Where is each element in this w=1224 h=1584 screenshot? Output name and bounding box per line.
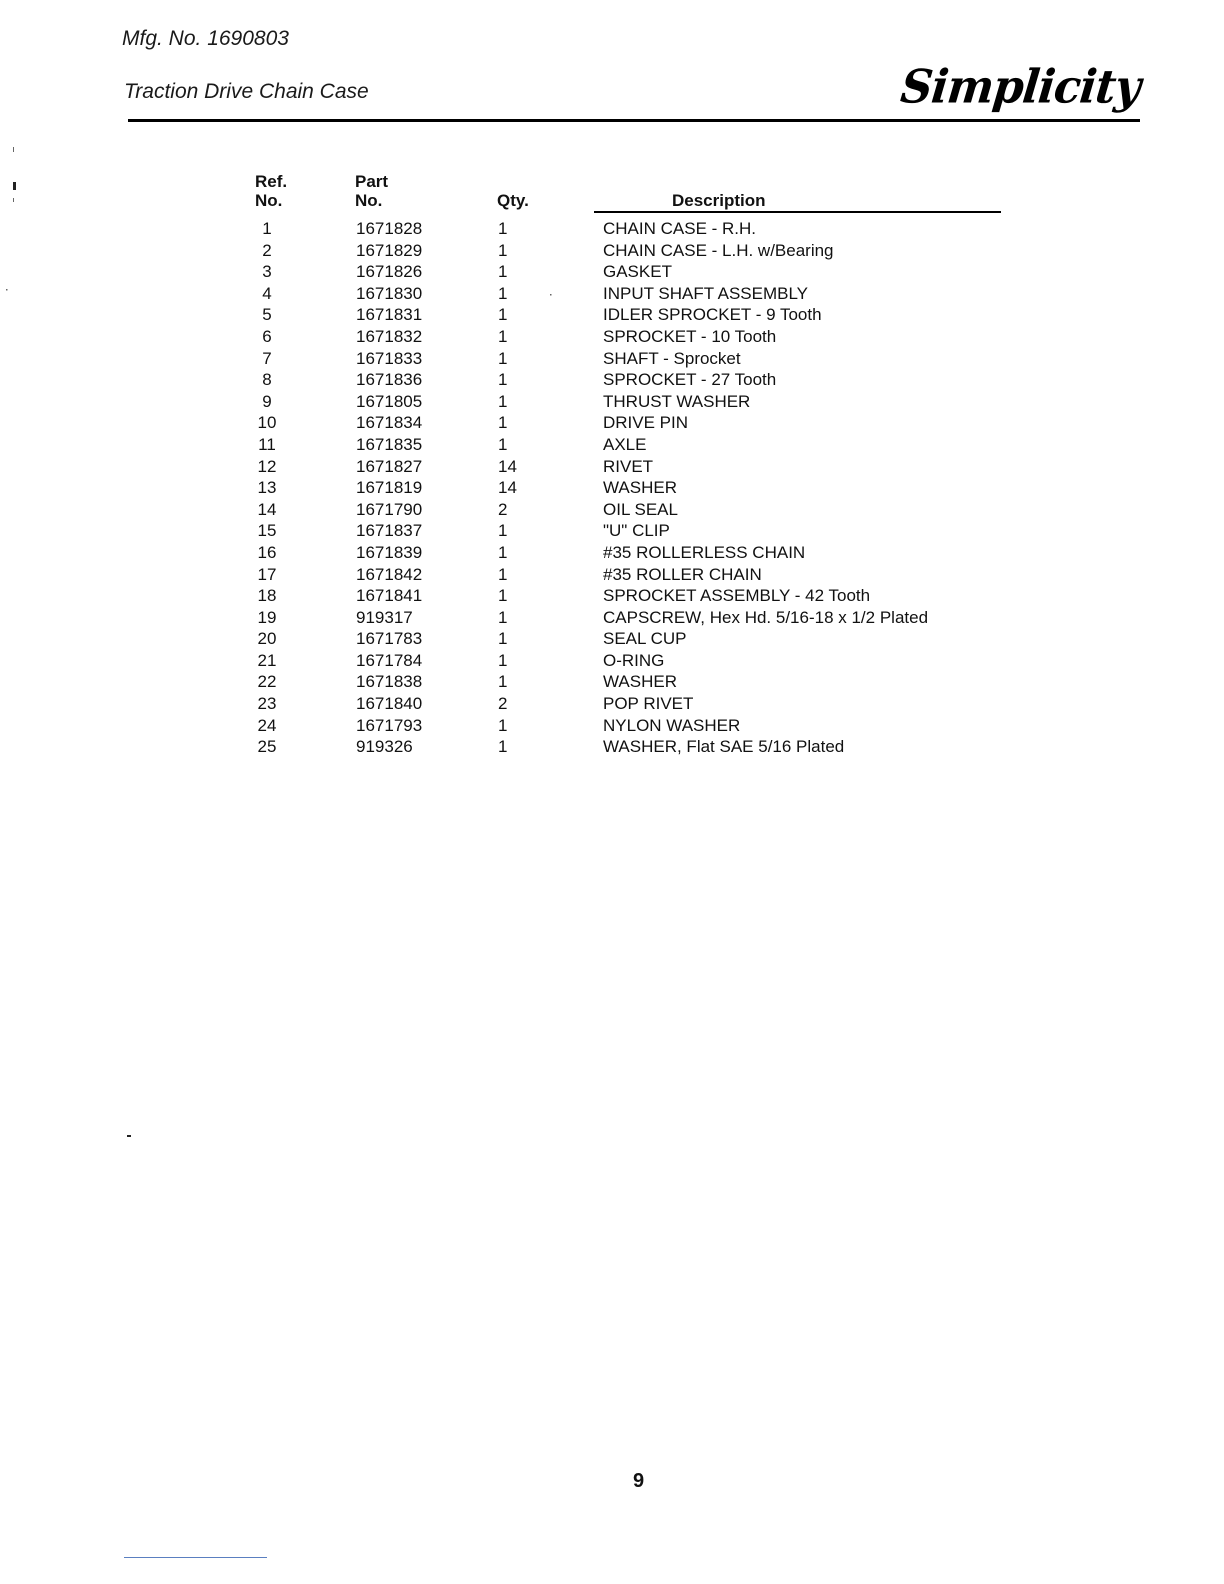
part-no-cell: 1671783 <box>356 629 423 649</box>
qty-cell: 1 <box>498 391 508 411</box>
ref-no-cell: 13 <box>257 478 277 498</box>
qty-cell: 1 <box>498 542 508 562</box>
qty-cell: 1 <box>498 283 508 303</box>
table-row <box>0 499 1224 521</box>
qty-cell: 1 <box>498 348 508 368</box>
page-number: 9 <box>633 1470 645 1492</box>
table-row <box>0 715 1224 737</box>
table-row <box>0 671 1224 693</box>
part-no-cell: 1671793 <box>356 715 423 735</box>
description-cell: WASHER <box>603 672 677 692</box>
ref-no-cell: 1 <box>262 219 272 238</box>
qty-cell: 1 <box>498 586 508 606</box>
ref-no-cell: 2 <box>262 240 272 260</box>
description-cell: RIVET <box>603 456 654 476</box>
column-header-part-line2: No. <box>355 191 383 210</box>
table-row <box>0 240 1224 262</box>
ref-no-cell: 6 <box>262 326 272 346</box>
table-row <box>0 304 1224 326</box>
table-row <box>0 434 1224 456</box>
header-rule <box>128 119 1140 122</box>
qty-cell: 1 <box>498 715 508 735</box>
ref-no-cell: 18 <box>257 586 277 606</box>
ref-no-cell: 15 <box>257 521 277 541</box>
part-no-cell: 1671838 <box>356 672 423 692</box>
description-cell: CHAIN CASE - R.H. <box>603 219 757 238</box>
table-row <box>0 477 1224 499</box>
part-no-cell: 1671784 <box>356 650 423 670</box>
table-row <box>0 218 1224 240</box>
part-no-cell: 919317 <box>356 607 413 627</box>
table-row <box>0 736 1224 758</box>
qty-cell: 1 <box>498 650 508 670</box>
qty-cell: 1 <box>498 370 508 390</box>
ref-no-cell: 11 <box>258 434 276 454</box>
part-no-cell: 1671826 <box>356 262 423 282</box>
description-cell: NYLON WASHER <box>603 715 741 735</box>
column-header-ref-line2: No. <box>255 191 283 210</box>
ref-no-cell: 7 <box>262 348 272 368</box>
part-no-cell: 1671831 <box>356 305 423 325</box>
ref-no-cell: 14 <box>257 499 277 519</box>
ref-no-cell: 19 <box>257 607 277 627</box>
ref-no-cell: 9 <box>262 391 272 411</box>
part-no-cell: 919326 <box>356 737 413 757</box>
description-cell: INPUT SHAFT ASSEMBLY <box>603 283 809 303</box>
qty-cell: 2 <box>498 499 508 519</box>
table-row <box>0 348 1224 370</box>
part-no-cell: 1671835 <box>356 434 423 454</box>
ref-no-cell: 17 <box>257 564 277 584</box>
qty-cell: 2 <box>498 694 508 714</box>
table-row <box>0 456 1224 478</box>
table-row <box>0 585 1224 607</box>
ref-no-cell: 20 <box>257 629 277 649</box>
description-cell: #35 ROLLER CHAIN <box>603 564 762 584</box>
column-header-part-no <box>355 172 388 210</box>
part-no-cell: 1671833 <box>356 348 423 368</box>
part-no-cell: 1671834 <box>356 413 423 433</box>
description-cell: SPROCKET - 10 Tooth <box>603 326 777 346</box>
description-cell: THRUST WASHER <box>603 391 751 411</box>
qty-cell: 1 <box>498 262 508 282</box>
qty-cell: 1 <box>498 326 508 346</box>
description-cell: GASKET <box>603 262 672 282</box>
table-row <box>0 326 1224 348</box>
qty-cell: 1 <box>498 672 508 692</box>
qty-cell: 14 <box>498 456 517 476</box>
ref-no-cell: 12 <box>257 456 277 476</box>
table-row <box>0 369 1224 391</box>
ref-no-cell: 10 <box>257 413 277 433</box>
qty-cell: 1 <box>498 737 508 757</box>
qty-cell: 1 <box>498 413 508 433</box>
column-header-qty: Qty. <box>497 191 529 210</box>
table-row <box>0 628 1224 650</box>
part-no-cell: 1671832 <box>356 326 423 346</box>
part-no-cell: 1671819 <box>356 478 423 498</box>
part-no-cell: 1671842 <box>356 564 423 584</box>
description-cell: AXLE <box>603 434 647 454</box>
description-cell: IDLER SPROCKET - 9 Tooth <box>603 305 822 325</box>
ref-no-cell: 25 <box>257 737 277 757</box>
description-cell: OIL SEAL <box>603 499 678 519</box>
part-no-cell: 1671830 <box>356 283 423 303</box>
brand-logo: Simplicity <box>898 60 1143 115</box>
ref-no-cell: 21 <box>257 650 277 670</box>
table-row <box>0 412 1224 434</box>
qty-cell: 1 <box>498 305 508 325</box>
part-no-cell: 1671840 <box>356 694 423 714</box>
ref-no-cell: 23 <box>257 694 277 714</box>
description-cell: WASHER <box>603 478 677 498</box>
column-header-description: Description <box>672 191 766 210</box>
qty-cell: 1 <box>498 521 508 541</box>
mfg-number: Mfg. No. 1690803 <box>122 27 289 50</box>
description-cell: SPROCKET - 27 Tooth <box>603 370 777 390</box>
column-header-ref-line1: Ref. <box>255 172 288 191</box>
description-cell: SEAL CUP <box>603 629 687 649</box>
table-row <box>0 607 1224 629</box>
part-no-cell: 1671841 <box>356 586 423 606</box>
qty-cell: 1 <box>498 434 508 454</box>
qty-cell: 1 <box>498 219 508 238</box>
part-no-cell: 1671827 <box>356 456 423 476</box>
description-cell: "U" CLIP <box>603 521 670 541</box>
description-cell: POP RIVET <box>603 694 694 714</box>
qty-cell: 14 <box>498 478 517 498</box>
description-cell: O-RING <box>603 650 665 670</box>
table-row <box>0 650 1224 672</box>
ref-no-cell: 22 <box>257 672 277 692</box>
qty-cell: 1 <box>498 607 508 627</box>
table-row <box>0 542 1224 564</box>
table-row <box>0 283 1224 305</box>
part-no-cell: 1671829 <box>356 240 423 260</box>
ref-no-cell: 16 <box>257 542 277 562</box>
description-cell: CAPSCREW, Hex Hd. 5/16-18 x 1/2 Plated <box>603 607 929 627</box>
qty-cell: 1 <box>498 629 508 649</box>
footer-rule <box>124 1557 267 1558</box>
description-cell: #35 ROLLERLESS CHAIN <box>603 542 806 562</box>
ref-no-cell: 8 <box>262 370 272 390</box>
section-title: Traction Drive Chain Case <box>124 80 369 103</box>
part-no-cell: 1671839 <box>356 542 423 562</box>
ref-no-cell: 3 <box>262 262 272 282</box>
column-header-part-line1: Part <box>355 172 389 191</box>
part-no-cell: 1671837 <box>356 521 423 541</box>
part-no-cell: 1671836 <box>356 370 423 390</box>
description-cell: CHAIN CASE - L.H. w/Bearing <box>603 240 834 260</box>
description-cell: DRIVE PIN <box>603 413 689 433</box>
table-row <box>0 693 1224 715</box>
description-cell: WASHER, Flat SAE 5/16 Plated <box>603 737 845 757</box>
description-cell: SPROCKET ASSEMBLY - 42 Tooth <box>603 586 871 606</box>
ref-no-cell: 24 <box>257 715 277 735</box>
ref-no-cell: 4 <box>262 283 272 303</box>
table-row <box>0 520 1224 542</box>
parts-table-body <box>0 218 1224 758</box>
qty-cell: 1 <box>498 564 508 584</box>
qty-cell: 1 <box>498 240 508 260</box>
table-row <box>0 391 1224 413</box>
table-row <box>0 261 1224 283</box>
ref-no-cell: 5 <box>262 305 272 325</box>
column-header-ref-no <box>255 172 287 210</box>
description-cell: SHAFT - Sprocket <box>603 348 741 368</box>
part-no-cell: 1671805 <box>356 391 423 411</box>
part-no-cell: 1671790 <box>356 499 423 519</box>
part-no-cell: 1671828 <box>356 219 423 238</box>
description-header-rule <box>594 211 1001 213</box>
table-row <box>0 564 1224 586</box>
